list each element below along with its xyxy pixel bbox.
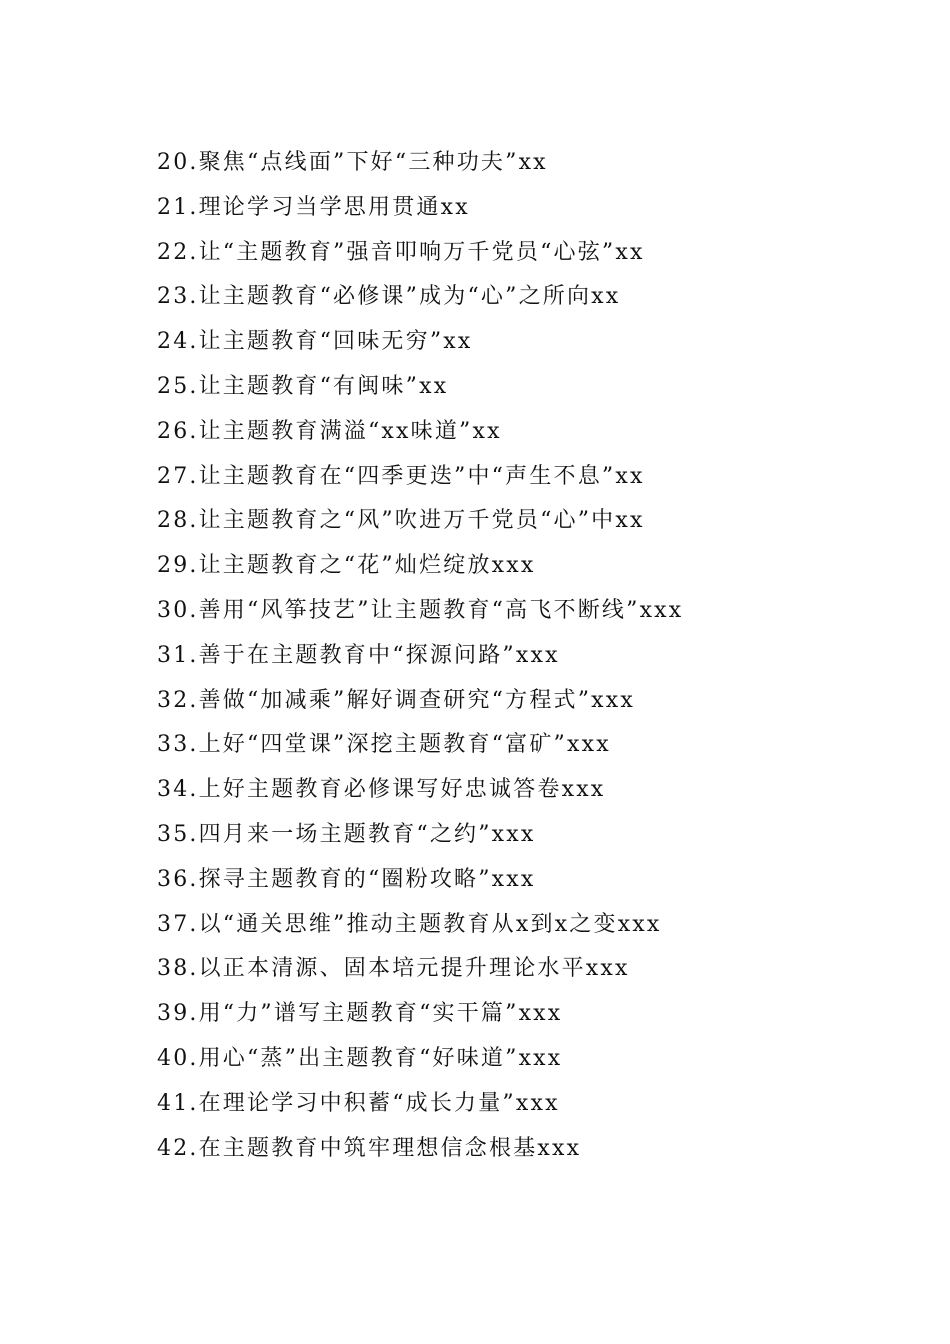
list-item: 35.四月来一场主题教育“之约”xxx	[157, 821, 536, 847]
list-item: 22.让“主题教育”强音叩响万千党员“心弦”xx	[157, 239, 645, 265]
list-item: 20.聚焦“点线面”下好“三种功夫”xx	[157, 150, 548, 175]
list-item: 27.让主题教育在“四季更迭”中“声生不息”xx	[157, 463, 645, 489]
list-item: 39.用“力”谱写主题教育“实干篇”xxx	[157, 1001, 563, 1027]
list-item: 21.理论学习当学思用贯通xx	[157, 194, 470, 220]
list-item: 34.上好主题教育必修课写好忠诚答卷xxx	[157, 777, 606, 803]
list-item: 29.让主题教育之“花”灿烂绽放xxx	[157, 553, 536, 579]
list-item: 31.善于在主题教育中“探源问路”xxx	[157, 642, 560, 668]
title-list	[157, 141, 683, 1171]
list-item: 23.让主题教育“必修课”成为“心”之所向xx	[157, 284, 621, 310]
list-item: 32.善做“加减乘”解好调查研究“方程式”xxx	[157, 687, 635, 713]
list-item: 41.在理论学习中积蓄“成长力量”xxx	[157, 1090, 560, 1116]
list-item: 38.以正本清源、固本培元提升理论水平xxx	[157, 956, 630, 982]
list-item: 26.让主题教育满溢“xx味道”xx	[157, 418, 502, 444]
list-item: 24.让主题教育“回味无穷”xx	[157, 329, 473, 355]
list-item: 33.上好“四堂课”深挖主题教育“富矿”xxx	[157, 732, 611, 758]
list-item: 25.让主题教育“有闽味”xx	[157, 373, 449, 399]
list-item: 40.用心“蒸”出主题教育“好味道”xxx	[157, 1045, 563, 1071]
list-item: 37.以“通关思维”推动主题教育从x到x之变xxx	[157, 911, 662, 937]
list-item: 36.探寻主题教育的“圈粉攻略”xxx	[157, 866, 536, 892]
list-item: 30.善用“风筝技艺”让主题教育“高飞不断线”xxx	[157, 597, 684, 623]
list-item: 28.让主题教育之“风”吹进万千党员“心”中xx	[157, 508, 645, 534]
list-item: 42.在主题教育中筑牢理想信念根基xxx	[157, 1135, 582, 1161]
